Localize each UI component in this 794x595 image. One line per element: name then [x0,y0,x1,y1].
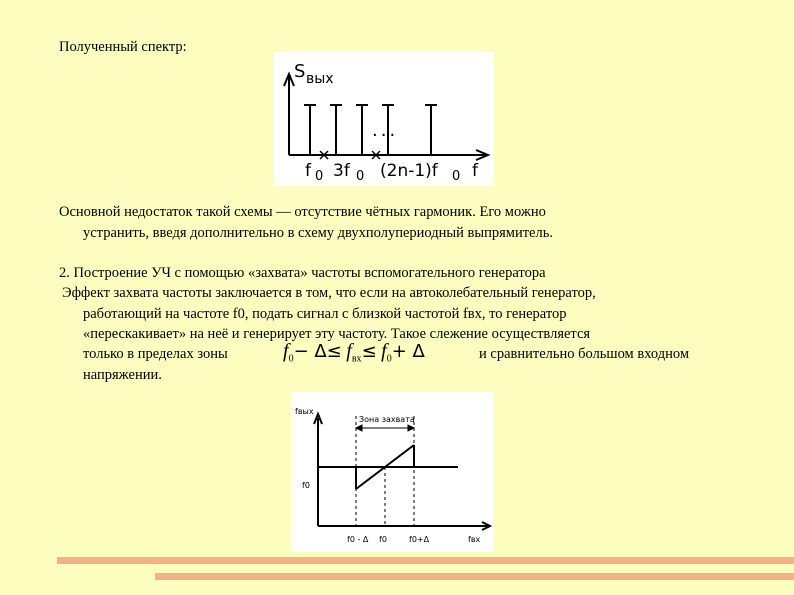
spectrum-y-label: S [294,61,306,82]
spectrum-tick-2n: (2n-1)f [380,161,438,181]
formula-f0b: f [381,340,387,362]
capture-x-label: fвх [468,535,481,544]
paragraph1-line2: устранить, введя дополнительно в схему двухполупериодный выпрямитель. [83,225,553,241]
spectrum-x-label: f [472,161,478,181]
capture-plot [291,392,493,552]
capture-x-tick3: f0+Δ [409,535,430,544]
decorative-bar-top [57,557,794,564]
paragraph2-line4: «перескакивает» на неё и генерирует эту частоту. Такое слежение осуществляется [83,326,591,342]
formula-fvx: f [346,340,352,362]
formula-f0-sub: 0 [288,353,294,365]
capture-zone-label: Зона захвата [359,415,415,424]
spectrum-tick-2n-sub: 0 [452,169,461,184]
formula-f0: f [283,340,289,362]
spectrum-tick-3f0: 3f [333,161,350,181]
spectrum-y-label-sub: вых [306,71,334,87]
spectrum-figure [274,52,494,186]
capture-figure [291,392,493,552]
zone-formula [283,340,425,368]
capture-x-tick2: f0 [379,535,387,544]
paragraph2-line3: работающий на частоте f0, подать сигнал с близкой частотой fвх, то генератор [83,306,567,322]
capture-y-tick: f0 [302,481,310,490]
formula-plus-delta: + Δ [391,341,425,362]
spectrum-tick-f0-sub: 0 [315,169,324,184]
paragraph2-line2: Эффект захвата частоты заключается в том, что если на автоколебательный генератор, [62,285,596,301]
paragraph2-line6: напряжении. [83,367,162,383]
capture-y-label: fвых [295,407,314,416]
heading: Полученный спектр: [59,39,187,55]
spectrum-dots: ... [372,120,399,141]
paragraph2-line1: 2. Построение УЧ с помощью «захвата» частоты вспомогательного генератора [59,265,546,281]
paragraph2-line5-b: и сравнительно большом входном [479,346,690,362]
formula-fvx-sub: вх [351,353,362,365]
paragraph1-line1: Основной недостаток такой схемы — отсутствие чётных гармоник. Его можно [59,204,546,220]
decorative-bar-bottom [155,573,794,580]
formula-f0b-sub: 0 [386,353,392,365]
capture-x-tick1: f0 - Δ [347,535,369,544]
zone-text: только в пределах зоны [83,346,228,362]
spectrum-tick-f0: f [305,161,311,181]
formula-minus-delta: − Δ≤ [293,341,342,362]
spectrum-plot [274,52,494,186]
formula-le: ≤ [361,341,377,362]
spectrum-tick-3f0-sub: 0 [356,169,365,184]
